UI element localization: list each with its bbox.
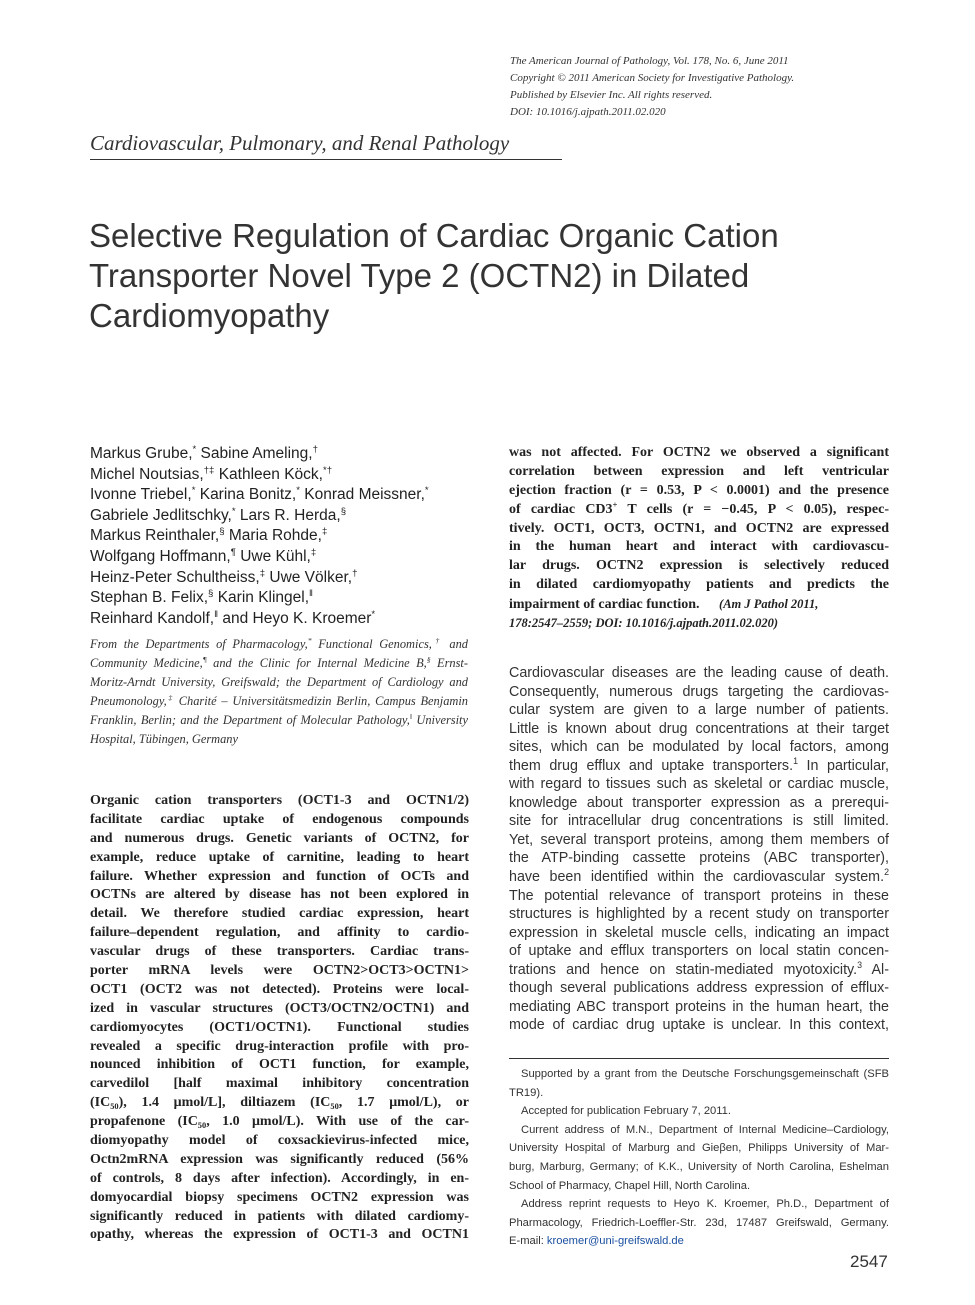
intro-line: Little is known about drug concentrations at their target: [509, 720, 889, 737]
abstract-citation: (Am J Pathol 2011,: [719, 597, 819, 612]
abstract-line: ejection fraction (r = 0.53, P < 0.0001) and the presence: [509, 482, 889, 498]
footnote-accepted: Accepted for publication February 7, 2011.: [521, 1105, 731, 1118]
abstract-line: Organic cation transporters (OCT1-3 and OCTN1/2): [90, 793, 469, 808]
abstract-line: significantly reduced in patients with dilated cardiomy-: [90, 1208, 469, 1224]
abstract-line: lar drugs. OCTN2 expression is selectively reduced: [509, 558, 889, 574]
abstract-line: cardiomyocytes (OCT1/OCTN1). Functional studies: [90, 1019, 469, 1035]
abstract-line: propafenone (IC₅₀, 1.0 μmol/L). With use of the car-: [90, 1114, 469, 1130]
title-line: Selective Regulation of Cardiac Organic Cation: [89, 217, 779, 254]
abstract-line: domyocardial biopsy specimens OCTN2 expression was: [90, 1189, 469, 1205]
title-line: Cardiomyopathy: [89, 297, 330, 334]
title-line: Transporter Novel Type 2 (OCTN2) in Dilated: [89, 257, 750, 294]
abstract-line: carvedilol [half maximal inhibitory concentration: [90, 1076, 469, 1092]
intro-line: the ATP-binding cassette proteins (ABC transporter),: [509, 850, 889, 867]
author-line: Markus Reinthaler,§ Maria Rohde,‡: [90, 526, 328, 545]
journal-doi: DOI: 10.1016/j.ajpath.2011.02.020: [510, 106, 666, 118]
intro-line: though several publications address expression of efflux-: [509, 980, 889, 997]
author-line: Ivonne Triebel,* Karina Bonitz,* Konrad Meissner,*: [90, 485, 429, 504]
abstract-line: detail. We therefore studied cardiac expression, heart: [90, 906, 469, 922]
abstract-line: Octn2mRNA expression was significantly reduced (56%: [90, 1151, 469, 1167]
abstract-line: of cardiac CD3+ T cells (r = −0.45, P < 0.05), respec-: [509, 499, 890, 517]
abstract-line: opathy, whereas the expression of OCT1-3 and OCTN1: [90, 1227, 469, 1243]
abstract-line: diomyopathy model of coxsackievirus-infected mice,: [90, 1133, 469, 1149]
intro-line: Cardiovascular diseases are the leading cause of death.: [509, 665, 889, 681]
intro-line: mode of cardiac drug uptake is unclear. In this context,: [509, 1017, 889, 1034]
abstract-line: ized in vascular structures (OCT3/OCTN2/OCTN1) and: [90, 1000, 469, 1016]
affiliations: From the Departments of Pharmacology,* Functional Genomics,† and Community Medicine,¶ and the Clinic for Internal Medicine B,§ Ernst-Moritz-Arndt University, Greifswald; the Department of Cardiology and Pneumonology,‡ Charité – Universitätsmedizin Berlin, Campus Benjamin Franklin, Berlin; and the Department of Molecular Pathology,‖ University Hospital, Tübingen, Germany: [90, 635, 468, 746]
page-number: 2547: [850, 1252, 888, 1271]
abstract-line: nounced inhibition of OCT1 function, for example,: [90, 1057, 469, 1073]
abstract-line: correlation between expression and left ventricular: [509, 463, 889, 479]
abstract-line: in the human heart and interact with cardiovascu-: [509, 539, 889, 555]
footnote-email-line: [509, 1232, 889, 1251]
abstract-line: revealed a specific drug-interaction profile with pro-: [90, 1038, 469, 1054]
abstract-column-left: [90, 792, 469, 1245]
footnotes: [509, 1065, 889, 1251]
abstract-line: vascular drugs of these transporters. Cardiac trans-: [90, 944, 469, 960]
journal-copyright: Copyright © 2011 American Society for Investigative Pathology.: [510, 72, 795, 84]
intro-line: expression in skeletal muscle cells, indicating an impact: [509, 924, 889, 941]
intro-line: of uptake and efflux transporters on local statin concen-: [509, 943, 889, 960]
abstract-citation-doi: 178:2547–2559; DOI: 10.1016/j.ajpath.2011.02.020): [509, 616, 779, 631]
abstract-line: and numerous drugs. Genetic variants of OCTN2, for: [90, 830, 469, 846]
abstract-line: of controls, 8 days after infection). Accordingly, in en-: [90, 1170, 469, 1186]
intro-line: with regard to tissues such as skeletal or cardiac muscle,: [509, 776, 889, 793]
abstract-column-right: [509, 444, 889, 633]
article-title: [89, 216, 849, 336]
footnote-reprint: Pharmacology, Friedrich-Loeffler-Str. 23d, 17487 Greifswald, Germany.: [509, 1216, 889, 1229]
footnote-support-line: Supported by a grant from the Deutsche Forschungsgemeinschaft (SFB: [521, 1068, 889, 1080]
intro-line: Yet, several transport proteins, among them members of: [509, 831, 889, 848]
abstract-line: porter mRNA levels were OCTN2>OCT3>OCTN1>: [90, 963, 469, 979]
footnote-current-address: burg, Marburg, Germany; of K.K., University of North Carolina, Eshelman: [509, 1160, 889, 1173]
intro-line: structures is highlighted by a recent study on transporter: [509, 906, 889, 923]
journal-header: [510, 53, 910, 121]
intro-line: mediating ABC transport proteins in the human heart, the: [509, 998, 889, 1015]
author-line: Michel Noutsias,†‡ Kathleen Köck,*†: [90, 464, 333, 483]
footnote-current-address: University Hospital of Marburg and Gieβen, Philipps University of Mar-: [509, 1142, 889, 1155]
abstract-line: example, reduce uptake of carnitine, leading to heart: [90, 849, 469, 865]
abstract-line: was not affected. For OCTN2 we observed a significant: [509, 445, 889, 460]
author-line: Heinz-Peter Schultheiss,‡ Uwe Völker,†: [90, 567, 358, 586]
intro-line: Consequently, numerous drugs targeting the cardiovas-: [509, 683, 889, 700]
abstract-line: in dilated cardiomyopathy patients and predicts the: [509, 577, 889, 593]
journal-citation: The American Journal of Pathology, Vol. 178, No. 6, June 2011: [510, 55, 789, 67]
intro-line: knowledge about transporter expression as a prerequi-: [509, 794, 889, 811]
author-line: Stephan B. Felix,§ Karin Klingel,‖: [90, 588, 313, 607]
abstract-line: (IC₅₀), 1.4 μmol/L], diltiazem (IC₅₀, 1.7 μmol/L), or: [90, 1095, 469, 1111]
intro-line: have been identified within the cardiovascular system.$^2$: [509, 867, 889, 886]
author-line: Wolfgang Hoffmann,¶ Uwe Kühl,‡: [90, 546, 317, 565]
footnote-reprint: Address reprint requests to Heyo K. Kroemer, Ph.D., Department of: [521, 1198, 889, 1211]
footnote-current-address: School of Pharmacy, Chapel Hill, North Carolina.: [509, 1179, 751, 1192]
intro-line: site for intracellular drug concentrations is still limited.: [509, 813, 889, 830]
intro-line: The potential relevance of transport proteins in these: [509, 887, 889, 904]
footnote-support-line: TR19).: [509, 1086, 544, 1099]
abstract-line: failure–dependent regulation, and affinity to cardio-: [90, 925, 469, 941]
intro-line: sites, which can be modulated by local factors, among: [509, 739, 889, 756]
abstract-line: [509, 595, 889, 614]
footnote-current-address: Current address of M.N., Department of Internal Medicine–Cardiology,: [521, 1123, 889, 1136]
journal-publisher: Published by Elsevier Inc. All rights reserved.: [510, 89, 713, 101]
introduction-text: [509, 664, 889, 1035]
section-underline: [90, 159, 562, 160]
abstract-line: facilitate cardiac uptake of endogenous compounds: [90, 811, 469, 827]
abstract-line: tively. OCT1, OCT3, OCTN1, and OCTN2 are expressed: [509, 520, 889, 536]
abstract-text: impairment of cardiac function.: [509, 597, 700, 613]
intro-line: trations and hence on statin-mediated myotoxicity.$^3$ Al-: [509, 959, 889, 978]
abstract-line: OCT1 (OCT2 was not detected). Proteins were local-: [90, 981, 469, 997]
author-line: Markus Grube,* Sabine Ameling,†: [90, 443, 318, 462]
author-list: [90, 444, 480, 629]
abstract-line: failure. Whether expression and function of OCTs and: [90, 868, 469, 884]
intro-line: cular system are given to a large number of patients.: [509, 702, 889, 719]
email-label: E-mail:: [509, 1235, 544, 1248]
author-line: Reinhard Kandolf,‖ and Heyo K. Kroemer*: [90, 608, 376, 627]
footnote-divider: [509, 1058, 889, 1059]
section-heading: Cardiovascular, Pulmonary, and Renal Pathology: [90, 131, 510, 155]
abstract-line: OCTNs are altered by disease has not been explored in: [90, 887, 469, 903]
email-link[interactable]: kroemer@uni-greifswald.de: [546, 1235, 684, 1248]
author-line: Gabriele Jedlitschky,* Lars R. Herda,§: [90, 505, 347, 524]
intro-line: them drug efflux and uptake transporters.$^1$ In particular,: [509, 755, 889, 774]
